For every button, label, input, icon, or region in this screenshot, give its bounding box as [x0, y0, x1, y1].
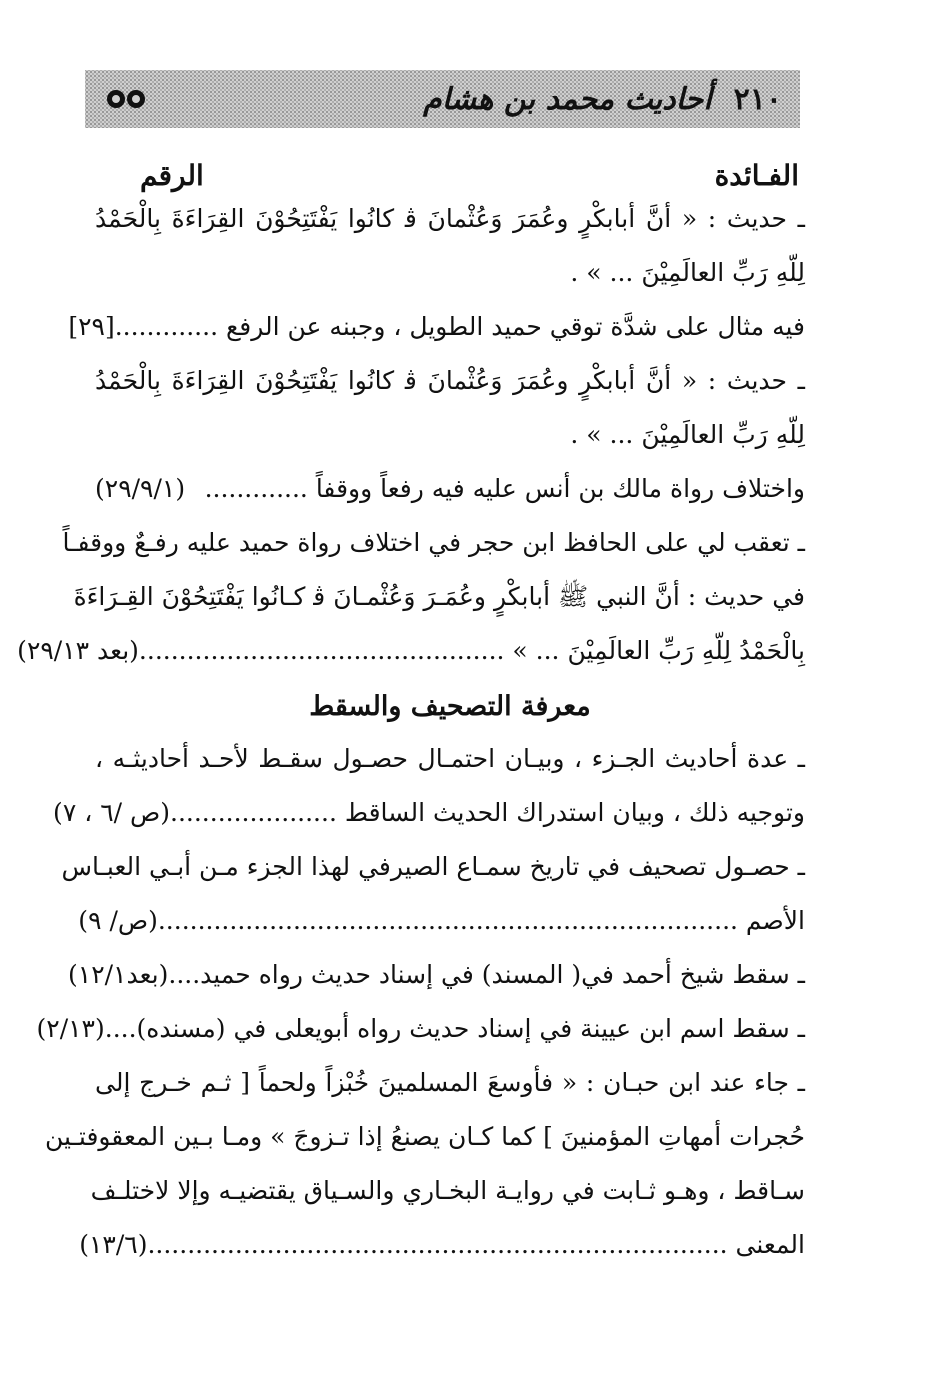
- reference-number: (ص/ ٩): [78, 906, 158, 935]
- text-line: [62, 516, 805, 570]
- line-text: لِلّهِ رَبِّ العالَمِيْنَ ... » .: [570, 258, 805, 287]
- text-line: [45, 1110, 805, 1164]
- reference-number: (١٣/٦): [79, 1230, 148, 1259]
- line-text: ـ حصـول تصحيف في تاريخ سمـاع الصيرفي لهذا الجزء مـن أبـي العبـاس: [61, 852, 805, 881]
- text-line: [36, 1002, 805, 1056]
- reference-number: (بعد ٢٩/١٣): [17, 636, 139, 665]
- text-line: [95, 246, 805, 300]
- text-line: [95, 462, 805, 516]
- text-line: [73, 570, 805, 624]
- text-line: [61, 840, 805, 894]
- reference-number: [٢٩]: [68, 312, 115, 341]
- heading-number: الرقم: [140, 159, 204, 192]
- heading-benefit: الفـائدة: [714, 159, 799, 192]
- text-line: [68, 948, 805, 1002]
- entries-block-2: [36, 732, 805, 1272]
- line-text: فيه مثال على شدَّة توقي حميد الطويل ، وجبنه عن الرفع .............: [114, 312, 805, 341]
- page-content: [17, 150, 805, 1272]
- column-headings: [95, 150, 805, 192]
- line-text: ـ حديث : « أنَّ أبابكْرٍ وعُمَرَ وَعُثْمانَ ﭬ كانُوا يَفْتَتِحُوْنَ القِرَاءَةَ بِالْحَمْدُ: [95, 366, 805, 395]
- text-line: [68, 300, 805, 354]
- text-line: [95, 732, 805, 786]
- reference-number: (٢٩/٩/١): [95, 474, 186, 503]
- text-line: [17, 624, 805, 678]
- entries-block-1: [17, 192, 805, 678]
- line-text: في حديث : أنَّ النبي ﷺ أبابكْرٍ وعُمَـرَ وَعُثْمـانَ ﭬ كـانُوا يَفْتَتِحُوْنَ القِـرَاءَةَ: [73, 582, 805, 611]
- line-text: الأصم .........................................................................: [157, 906, 805, 935]
- line-text: لِلّهِ رَبِّ العالَمِيْنَ ... » .: [570, 420, 805, 449]
- line-text: ـ جاء عند ابن حبـان : « فأوسعَ المسلمينَ خُبْزاً ولحماً [ ثـم خـرج إلى: [95, 1068, 805, 1097]
- line-text: حُجرات أمهاتِ المؤمنينَ ] كما كـان يصنعُ إذا تـزوجَ » ومـا بـين المعقوفتـين: [45, 1122, 805, 1151]
- line-text: بِالْحَمْدُ لِلّهِ رَبِّ العالَمِيْنَ ... » ..............................................: [138, 636, 805, 665]
- text-line: [90, 1164, 805, 1218]
- line-text: ـ حديث : « أنَّ أبابكْرٍ وعُمَرَ وَعُثْمانَ ﭬ كانُوا يَفْتَتِحُوْنَ القِرَاءَةَ بِالْحَمْدُ: [95, 204, 805, 233]
- page-number: ٢١٠: [733, 81, 782, 117]
- line-text: ـ عدة أحاديث الجـزء ، وبيـان احتمـال حصـول سقـط لأحـد أحاديثـه ،: [95, 744, 805, 773]
- reference-number: (٢/١٣): [36, 1014, 105, 1043]
- line-text: وتوجيه ذلك ، وبيان استدراك الحديث الساقط .....................: [170, 798, 805, 827]
- line-text: ـ تعقب لي على الحافظ ابن حجر في اختلاف رواة حميد عليه رفـعٌ ووقفـاً: [62, 528, 805, 557]
- text-line: [53, 786, 805, 840]
- text-line: [78, 894, 805, 948]
- page-header: [85, 70, 800, 128]
- text-line: [95, 408, 805, 462]
- text-line: [79, 1218, 805, 1272]
- section-title: معرفة التصحيف والسقط: [309, 691, 591, 722]
- text-line: [95, 354, 805, 408]
- line-text: واختلاف رواة مالك بن أنس عليه فيه رفعاً ووقفاً .............: [204, 474, 805, 503]
- reference-number: (ص /٦ ، ٧): [53, 798, 171, 827]
- line-text: ـ سقط اسم ابن عيينة في إسناد حديث رواه أبويعلى في (مسنده)....: [104, 1014, 805, 1043]
- book-title: أحاديث محمد بن هشام: [423, 81, 712, 117]
- header-title: [423, 82, 782, 117]
- reference-number: (بعد١٢/١): [68, 960, 169, 989]
- text-line: [95, 192, 805, 246]
- line-text: المعنى .........................................................................: [147, 1230, 805, 1259]
- line-text: ـ سقط شيخ أحمد في( المسند) في إسناد حديث رواه حميد....: [168, 960, 805, 989]
- ornament-icon: [107, 90, 145, 108]
- line-text: سـاقط ، وهـو ثـابت في روايـة البخـاري والسـياق يقتضيـه وإلا لاختلـف: [90, 1176, 805, 1205]
- text-line: [95, 1056, 805, 1110]
